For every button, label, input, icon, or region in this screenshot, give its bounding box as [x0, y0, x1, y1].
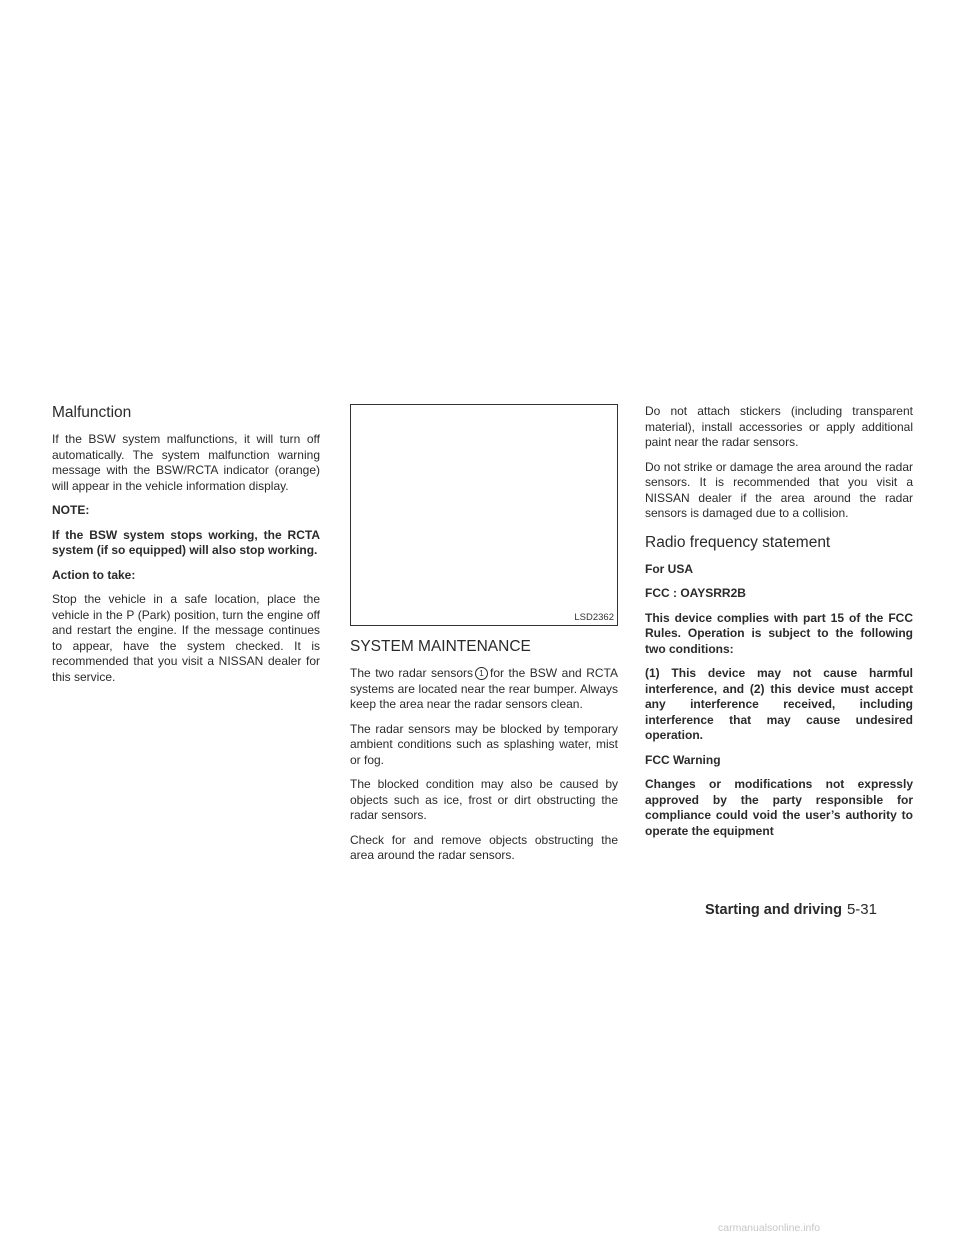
right-column: [645, 404, 913, 848]
damage-paragraph: Do not strike or damage the area around the radar sensors. It is recommended that you visit a NISSAN dealer if the area around the radar sensors is damaged due to a collision.: [645, 459, 913, 520]
page-footer: [705, 901, 915, 918]
compliance-text: This device complies with part 15 of the FCC Rules. Operation is subject to the following two conditions:: [645, 610, 913, 656]
for-usa-label: For USA: [645, 561, 693, 576]
footer-page-number: 5-31: [846, 901, 877, 918]
stickers-paragraph: Do not attach stickers (including transparent material), install accessories or apply additional paint near the radar sensors.: [645, 404, 913, 449]
fcc-warning-label: FCC Warning: [645, 752, 721, 767]
radio-frequency-heading: Radio frequency statement: [645, 533, 831, 551]
malfunction-paragraph: If the BSW system malfunctions, it will turn off automatically. The system malfunction warning message with the BSW/RCTA indicator (orange) will appear in the vehicle information display.: [52, 432, 320, 493]
maintenance-paragraph-3: The blocked condition may also be caused by objects such as ice, frost or dirt obstructing the radar sensors.: [350, 777, 618, 822]
maintenance-paragraph-4: Check for and remove objects obstructing the area around the radar sensors.: [350, 832, 618, 862]
malfunction-heading: Malfunction: [52, 404, 132, 421]
left-column: [52, 404, 320, 694]
system-maintenance-heading: SYSTEM MAINTENANCE: [350, 638, 531, 655]
figure-box: [350, 404, 618, 626]
fcc-id: FCC : OAYSRR2B: [645, 586, 746, 600]
note-label: NOTE:: [52, 503, 90, 517]
footer-section-title: Starting and driving: [705, 902, 842, 918]
callout-1-icon: 1: [475, 667, 488, 680]
maintenance-paragraph-1: [350, 666, 618, 713]
action-text: Stop the vehicle in a safe location, place the vehicle in the P (Park) position, turn the engine off and restart the engine. If the message continues to appear, have the system checked. It is recommended that you visit a NISSAN dealer for this service.: [52, 592, 320, 684]
conditions-text: (1) This device may not cause harmful interference, and (2) this device must accept any interference received, including interference that may cause undesired operation.: [645, 666, 913, 742]
middle-column: [350, 404, 618, 873]
note-text: If the BSW system stops working, the RCTA system (if so equipped) will also stop working.: [52, 527, 320, 557]
action-label: Action to take:: [52, 567, 136, 582]
maintenance-text-after-callout: for the BSW and RCTA systems are located near the rear bumper. Always keep the area near the radar sensors clean.: [350, 666, 618, 711]
maintenance-paragraph-2: The radar sensors may be blocked by temporary ambient conditions such as splashing water, mist or fog.: [350, 721, 618, 767]
watermark-text: carmanualsonline.info: [718, 1222, 821, 1234]
figure-code: LSD2362: [574, 612, 614, 623]
maintenance-text-before-callout: The two radar sensors: [350, 666, 474, 680]
fcc-warning-text: Changes or modifications not expressly approved by the party responsible for compliance could void the user’s authority to operate the equipment: [645, 777, 913, 838]
